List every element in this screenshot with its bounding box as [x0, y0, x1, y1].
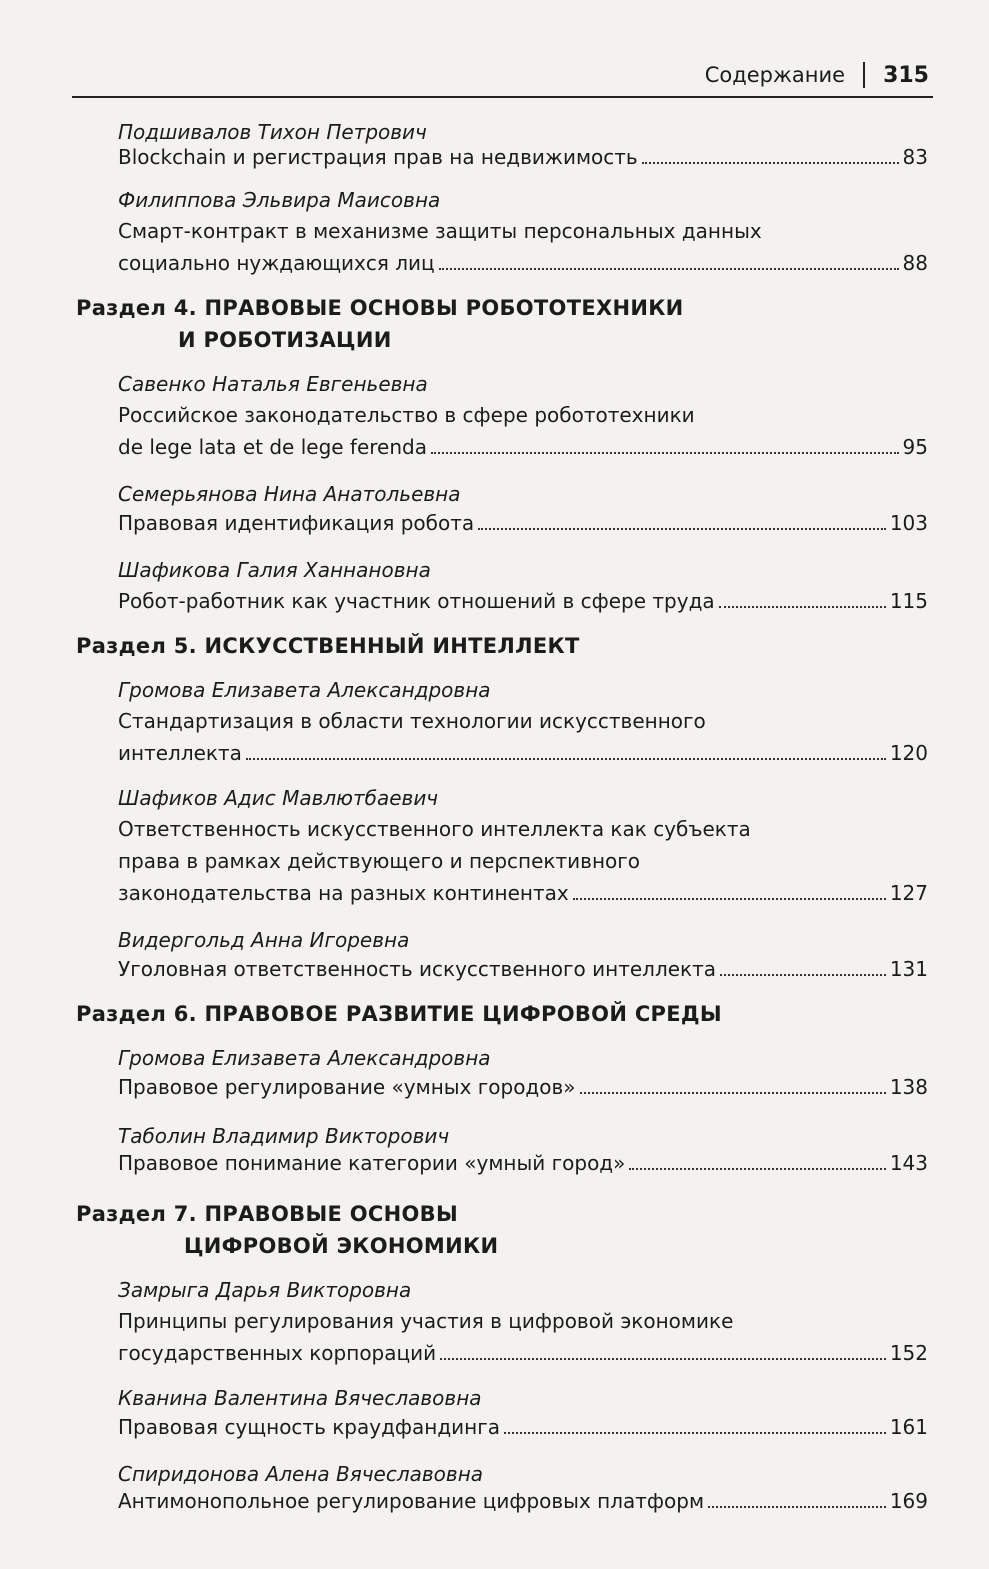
article-title-line: Смарт-контракт в механизме защиты персональных данных	[118, 219, 762, 243]
author-name: Шафикова Галия Ханнановна	[118, 558, 431, 582]
toc-page-number: 88	[902, 251, 928, 275]
section-heading-continuation: ЦИФРОВОЙ ЭКОНОМИКИ	[184, 1234, 499, 1258]
author-name: Видергольд Анна Игоревна	[118, 928, 410, 952]
dot-leader	[504, 1431, 886, 1434]
running-head-title: Содержание	[704, 63, 846, 87]
article-title-line: Правовая идентификация робота	[118, 511, 475, 535]
toc-page-number: 83	[902, 145, 928, 169]
toc-page-number: 143	[889, 1151, 928, 1175]
article-title-line: Антимонопольное регулирование цифровых платформ	[118, 1489, 705, 1513]
toc-page-number: 138	[889, 1075, 928, 1099]
section-heading-text: Раздел 7. ПРАВОВЫЕ ОСНОВЫ	[76, 1202, 459, 1226]
toc-entry[interactable]	[118, 1148, 928, 1178]
author-name: Спиридонова Алена Вячеславовна	[118, 1462, 484, 1486]
header-rule	[72, 96, 933, 98]
section-heading-continuation: И РОБОТИЗАЦИИ	[178, 328, 392, 352]
toc-entry[interactable]	[118, 586, 928, 616]
article-title-line: Принципы регулирования участия в цифровой экономике	[118, 1309, 734, 1333]
article-title-line: права в рамках действующего и перспективного	[118, 849, 641, 873]
author-name: Таболин Владимир Викторович	[118, 1124, 450, 1148]
dot-leader	[431, 451, 899, 454]
toc-entry[interactable]	[118, 1486, 928, 1516]
section-heading-text: Раздел 5. ИСКУССТВЕННЫЙ ИНТЕЛЛЕКТ	[76, 634, 580, 658]
author-name: Кванина Валентина Вячеславовна	[118, 1386, 482, 1410]
article-title-line: de lege lata et de lege ferenda	[118, 435, 427, 459]
dot-leader	[246, 757, 886, 760]
dot-leader	[580, 1091, 886, 1094]
toc-page-number: 115	[889, 589, 928, 613]
article-title-line: Ответственность искусственного интеллекта как субъекта	[118, 817, 751, 841]
toc-page-number: 152	[889, 1341, 928, 1365]
toc-entry[interactable]	[118, 1412, 928, 1442]
article-title-line: Blockchain и регистрация прав на недвижимость	[118, 145, 638, 169]
section-heading	[76, 1198, 498, 1262]
toc-entry[interactable]	[118, 248, 928, 278]
toc-entry[interactable]	[118, 1072, 928, 1102]
author-name: Семерьянова Нина Анатольевна	[118, 482, 461, 506]
article-title-line: социально нуждающихся лиц	[118, 251, 435, 275]
toc-entry[interactable]	[118, 142, 928, 172]
toc-page-number: 131	[889, 957, 928, 981]
dot-leader	[720, 973, 886, 976]
toc-page-number: 127	[889, 881, 928, 905]
toc-entry[interactable]	[118, 878, 928, 908]
section-heading-text: Раздел 6. ПРАВОВОЕ РАЗВИТИЕ ЦИФРОВОЙ СРЕДЫ	[76, 1002, 722, 1026]
author-name: Филиппова Эльвира Маисовна	[118, 188, 441, 212]
author-name: Шафиков Адис Мавлютбаевич	[118, 786, 439, 810]
dot-leader	[708, 1505, 886, 1508]
page-number: 315	[883, 62, 929, 88]
author-name: Савенко Наталья Евгеньевна	[118, 372, 428, 396]
toc-page-number: 103	[889, 511, 928, 535]
article-title-line: государственных корпораций	[118, 1341, 437, 1365]
dot-leader	[573, 897, 886, 900]
dot-leader	[719, 605, 886, 608]
article-title-line: законодательства на разных континентах	[118, 881, 569, 905]
dot-leader	[440, 1357, 886, 1360]
article-title-line: Стандартизация в области технологии искусственного	[118, 709, 706, 733]
header-separator	[863, 62, 865, 88]
author-name: Громова Елизавета Александровна	[118, 1046, 491, 1070]
dot-leader	[439, 267, 899, 270]
dot-leader	[629, 1167, 885, 1170]
running-head	[705, 58, 929, 92]
author-name: Громова Елизавета Александровна	[118, 678, 491, 702]
toc-entry[interactable]	[118, 508, 928, 538]
toc-entry[interactable]	[118, 432, 928, 462]
author-name: Подшивалов Тихон Петрович	[118, 120, 427, 144]
article-title-line: Российское законодательство в сфере робототехники	[118, 403, 695, 427]
dot-leader	[478, 527, 886, 530]
article-title-line: Правовая сущность краудфандинга	[118, 1415, 501, 1439]
article-title-line: Робот-работник как участник отношений в сфере труда	[118, 589, 715, 613]
toc-entry[interactable]	[118, 1338, 928, 1368]
toc-page-number: 95	[902, 435, 928, 459]
article-title-line: Уголовная ответственность искусственного интеллекта	[118, 957, 717, 981]
article-title-line: Правовое понимание категории «умный город»	[118, 1151, 626, 1175]
article-title-line: интеллекта	[118, 741, 242, 765]
toc-entry[interactable]	[118, 738, 928, 768]
toc-page-number: 161	[889, 1415, 928, 1439]
article-title-line: Правовое регулирование «умных городов»	[118, 1075, 576, 1099]
section-heading-text: Раздел 4. ПРАВОВЫЕ ОСНОВЫ РОБОТОТЕХНИКИ	[76, 296, 684, 320]
author-name: Замрыга Дарья Викторовна	[118, 1278, 412, 1302]
toc-entry[interactable]	[118, 954, 928, 984]
section-heading	[76, 998, 722, 1030]
section-heading	[76, 292, 684, 356]
toc-page-number: 169	[889, 1489, 928, 1513]
section-heading	[76, 630, 580, 662]
dot-leader	[642, 161, 899, 164]
toc-page-number: 120	[889, 741, 928, 765]
